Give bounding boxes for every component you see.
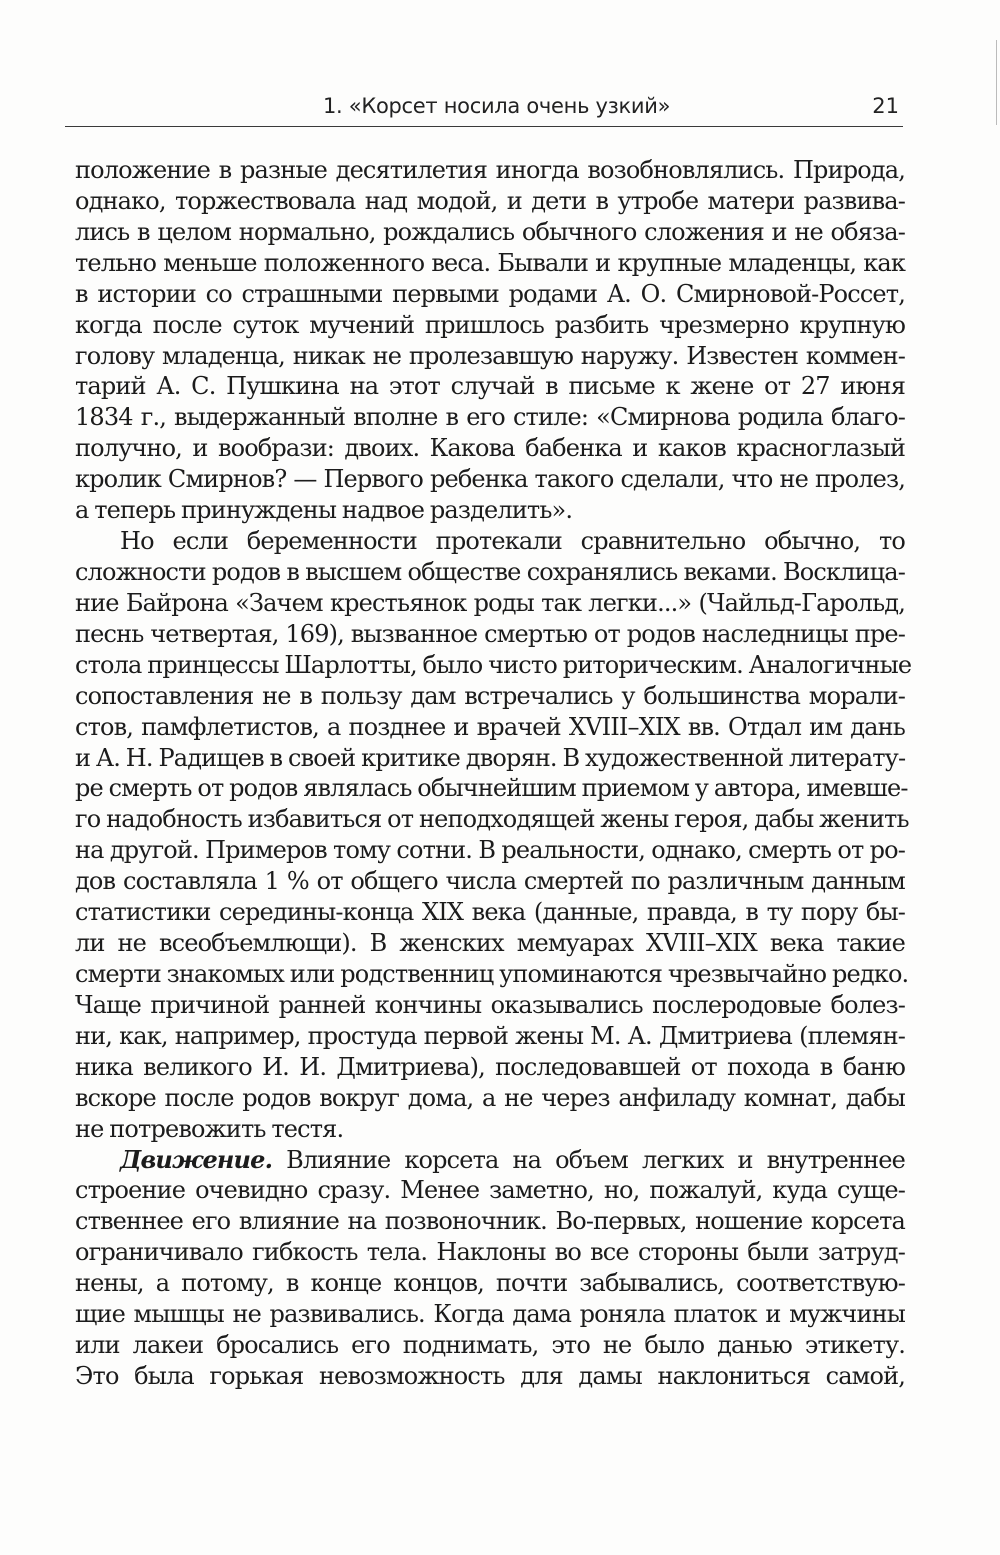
text-line: лись в целом нормально, рождались обычного сложения и не обяза- [75,217,905,246]
text-line: сложности родов в высшем обществе сохранялись веками. Восклица- [75,557,905,586]
text-line: щие мышцы не развивались. Когда дама роняла платок и мужчины [75,1300,905,1329]
text-line: Чаще причиной ранней кончины оказывались послеродовые болез- [75,990,905,1019]
text-line: строение очевидно сразу. Менее заметно, но, пожалуй, куда суще- [75,1176,905,1205]
text-line: стола принцессы Шарлотты, было чисто риторическим. Аналогичные [75,650,912,679]
text-fragment: Влияние корсета на объем легких и внутреннее [272,1145,905,1174]
text-line: ограничивало гибкость тела. Наклоны во все стороны были затруд- [75,1238,905,1267]
text-line: дов составляла 1 % от общего числа смертей по различным данным [75,867,905,896]
text-line: статистики середины-конца XIX века (данные, правда, в ту пору бы- [75,898,905,927]
scan-edge-mark [996,40,997,125]
text-line: или лакеи бросались его поднимать, это не было данью этикету. [75,1331,905,1360]
text-line: когда после суток мучений пришлось разбить чрезмерно крупную [75,310,905,339]
text-line: кролик Смирнов? — Первого ребенка такого сделали, что не пролез, [75,465,905,494]
text-line: положение в разные десятилетия иногда возобновлялись. Природа, [75,156,905,184]
text-line: однако, торжествовала над модой, и дети в утробе матери развива- [75,186,905,215]
text-line: на другой. Примеров тому сотни. В реальности, однако, смерть от ро- [75,836,905,865]
text-line: смерти знакомых или родственниц упоминаются чрезвычайно редко. [75,959,909,988]
text-line: тарий А. С. Пушкина на этот случай в письме к жене от 27 июня [75,372,905,401]
text-line: голову младенца, никак не пролезавшую наружу. Известен коммен- [75,341,905,370]
text-line: го надобность избавиться от неподходящей жены героя, дабы женить [75,805,909,834]
running-title: 1. «Корсет носила очень узкий» [323,94,671,118]
body-text [75,155,912,1392]
running-header [65,88,903,127]
text-line: ре смерть от родов являлась обычнейшим приемом у автора, имевше- [75,774,908,803]
text-line: 1834 г., выдержанный вполне в его стиле: «Смирнова родила благо- [75,403,905,432]
section-run-in-heading: Движение. [120,1144,273,1174]
paragraph-2 [75,526,912,1144]
text-line [75,1145,905,1176]
text-line: ни, как, например, простуда первой жены М. А. Дмитриева (племян- [75,1021,905,1050]
page-number: 21 [872,94,899,118]
text-line: сопоставления не в пользу дам встречались у большинства морали- [75,681,905,710]
paragraph-3 [75,1145,905,1392]
text-line: стов, памфлетистов, а позднее и врачей XVIII–XIX вв. Отдал им дань [75,712,905,741]
text-line: в истории со страшными первыми родами А. О. Смирновой-Россет, [75,279,905,308]
paragraph-1 [75,155,905,526]
text-line: тельно меньше положенного веса. Бывали и крупные младенцы, как [75,248,905,277]
text-line: ственнее его влияние на позвоночник. Во-первых, ношение корсета [75,1207,905,1236]
text-line: получно, и вообрази: двоих. Какова бабенка и каков красноглазый [75,434,905,463]
text-line: песнь четвертая, 169), вызванное смертью от родов наследницы пре- [75,619,905,648]
text-line: вскоре после родов вокруг дома, а не через анфиладу комнат, дабы [75,1083,905,1112]
text-line: а теперь принуждены надвое разделить». [75,496,573,525]
text-line: ли не всеобъемлющи). В женских мемуарах XVIII–XIX века такие [75,929,905,958]
text-line: Но если беременности протекали сравнительно обычно, то [120,527,905,556]
text-line: Это была горькая невозможность для дамы наклониться самой, [75,1361,905,1390]
text-line: и А. Н. Радищев в своей критике дворян. В художественной литерату- [75,743,906,772]
text-line: ние Байрона «Зачем крестьянок роды так легки...» (Чайльд-Гарольд, [75,588,905,617]
text-line: ника великого И. И. Дмитриева), последовавшей от похода в баню [75,1052,905,1081]
text-line: не потревожить тестя. [75,1114,344,1143]
text-line: нены, а потому, в конце концов, почти забывались, соответствую- [75,1269,905,1298]
